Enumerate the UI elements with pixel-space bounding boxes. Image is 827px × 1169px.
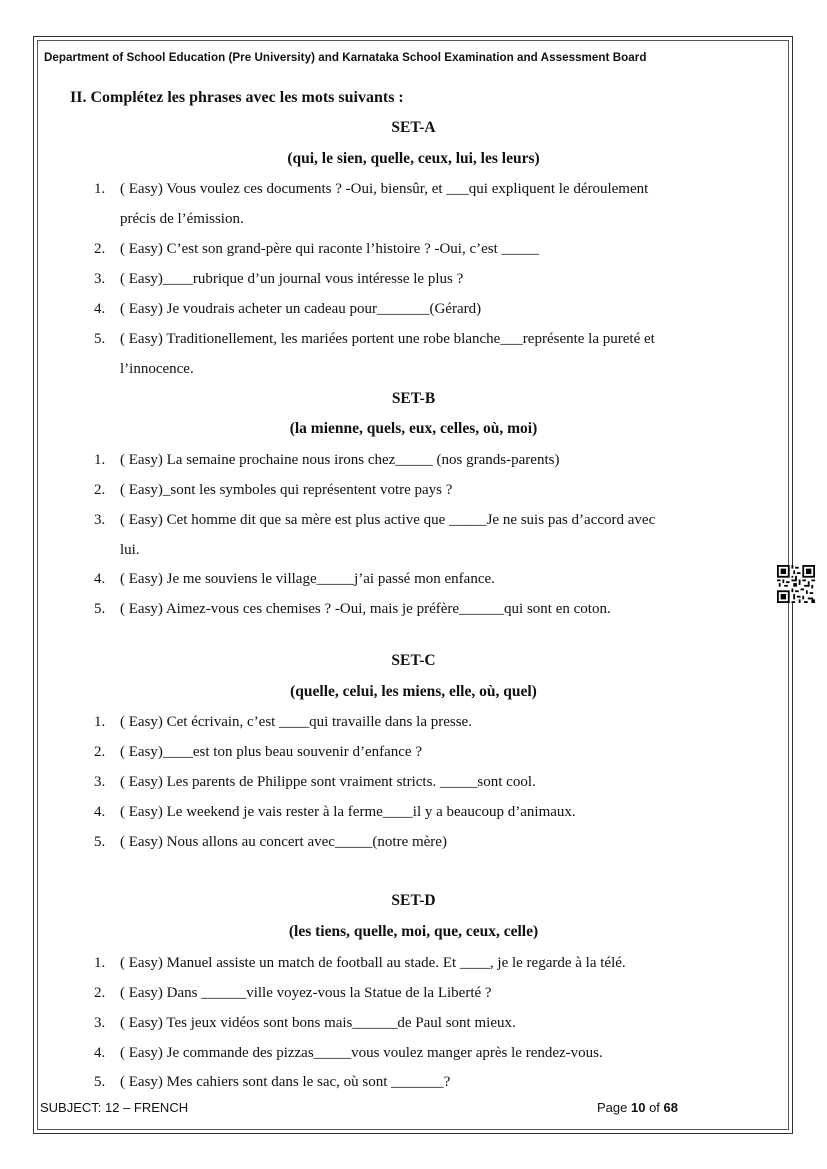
question-number: 5. [94, 834, 106, 850]
question-text: ( Easy) Je voudrais acheter un cadeau pour_______(Gérard) [120, 301, 482, 317]
question-number: 1. [94, 714, 106, 730]
qr-code [777, 565, 815, 603]
question-text: ( Easy) Manuel assiste un match de football au stade. Et ____, je le regarde à la télé. [120, 955, 626, 971]
set-b-title: SET-B [391, 390, 436, 407]
question-number: 5. [94, 1074, 106, 1090]
question-number: 4. [94, 1045, 106, 1061]
set-d-title: SET-D [391, 892, 436, 909]
page-total: 68 [663, 1100, 678, 1115]
question-number: 1. [94, 955, 106, 971]
question-text-cont: précis de l’émission. [120, 211, 244, 227]
set-a-title: SET-A [391, 119, 436, 136]
section-title: II. Complétez les phrases avec les mots suivants : [70, 89, 404, 106]
page-of: of [645, 1100, 664, 1115]
set-c-words: (quelle, celui, les miens, elle, où, quel) [290, 683, 537, 700]
question-text: ( Easy) Traditionellement, les mariées portent une robe blanche___représente la pureté et [120, 331, 655, 347]
question-number: 5. [94, 601, 106, 617]
set-d-words: (les tiens, quelle, moi, que, ceux, celle) [288, 923, 539, 940]
set-a-words: (qui, le sien, quelle, ceux, lui, les leurs) [287, 150, 540, 167]
question-text: ( Easy) Aimez-vous ces chemises ? -Oui, mais je préfère______qui sont en coton. [120, 601, 611, 617]
question-number: 1. [94, 181, 106, 197]
question-text: ( Easy) Cet écrivain, c’est ____qui travaille dans la presse. [120, 714, 472, 730]
question-text: ( Easy) Je commande des pizzas_____vous voulez manger après le rendez-vous. [120, 1045, 603, 1061]
question-number: 2. [94, 985, 106, 1001]
page-current: 10 [630, 1100, 646, 1115]
question-text-cont: lui. [120, 542, 140, 558]
footer-subject: SUBJECT: 12 – FRENCH [40, 1100, 189, 1115]
question-text: ( Easy) Tes jeux vidéos sont bons mais______de Paul sont mieux. [120, 1015, 516, 1031]
question-number: 2. [94, 482, 106, 498]
question-text-cont: l’innocence. [120, 361, 194, 377]
page-prefix: Page [597, 1100, 631, 1115]
question-text: ( Easy) Mes cahiers sont dans le sac, où sont _______? [120, 1074, 451, 1090]
question-text: ( Easy) Nous allons au concert avec_____(notre mère) [120, 834, 447, 850]
page-header: Department of School Education (Pre University) and Karnataka School Examination and Assessment Board [44, 51, 647, 64]
question-number: 3. [94, 512, 106, 528]
question-text: ( Easy) Le weekend je vais rester à la ferme____il y a beaucoup d’animaux. [120, 804, 576, 820]
question-number: 2. [94, 744, 106, 760]
question-number: 5. [94, 331, 106, 347]
question-text: ( Easy) Les parents de Philippe sont vraiment stricts. _____sont cool. [120, 774, 536, 790]
question-text: ( Easy) C’est son grand-père qui raconte l’histoire ? -Oui, c’est _____ [120, 241, 540, 257]
question-number: 3. [94, 1015, 106, 1031]
question-number: 4. [94, 804, 106, 820]
question-text: ( Easy)____rubrique d’un journal vous intéresse le plus ? [120, 271, 464, 287]
question-number: 3. [94, 271, 106, 287]
question-number: 1. [94, 452, 106, 468]
question-text: ( Easy) Dans ______ville voyez-vous la Statue de la Liberté ? [120, 985, 492, 1001]
question-text: ( Easy)_sont les symboles qui représentent votre pays ? [120, 482, 453, 498]
question-number: 2. [94, 241, 106, 257]
question-text: ( Easy) Je me souviens le village_____j’ai passé mon enfance. [120, 571, 495, 587]
set-b-words: (la mienne, quels, eux, celles, où, moi) [289, 420, 538, 437]
question-number: 4. [94, 301, 106, 317]
question-text: ( Easy) Cet homme dit que sa mère est plus active que _____Je ne suis pas d’accord avec [120, 512, 656, 528]
footer-page-number [597, 1100, 678, 1115]
question-text: ( Easy)____est ton plus beau souvenir d’enfance ? [120, 744, 422, 760]
question-text: ( Easy) La semaine prochaine nous irons chez_____ (nos grands-parents) [120, 452, 560, 468]
set-c-title: SET-C [391, 652, 436, 669]
question-number: 3. [94, 774, 106, 790]
question-text: ( Easy) Vous voulez ces documents ? -Oui, biensûr, et ___qui expliquent le déroulement [120, 181, 649, 197]
question-number: 4. [94, 571, 106, 587]
